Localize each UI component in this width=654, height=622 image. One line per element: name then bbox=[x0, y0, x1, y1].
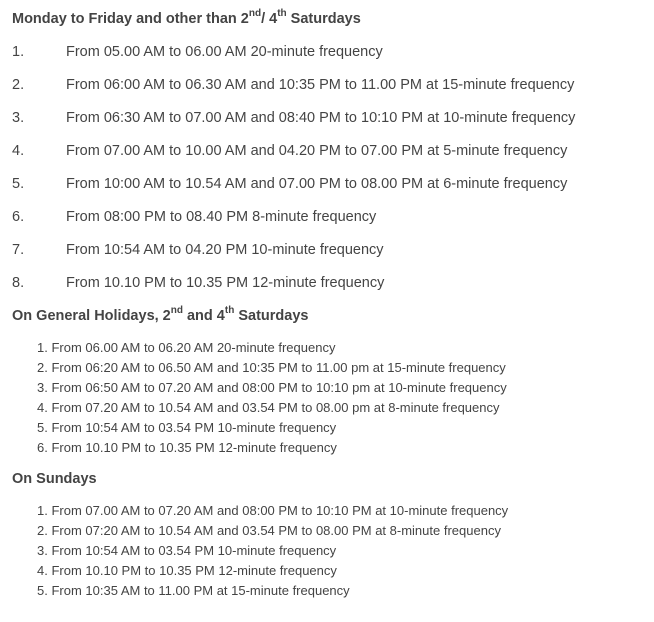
list-item-text: From 07.20 AM to 10.54 AM and 03.54 PM to 08.00 pm at 8-minute frequency bbox=[51, 400, 500, 415]
list-item-number: 2. bbox=[37, 360, 48, 375]
list-item-number: 1. bbox=[37, 340, 48, 355]
list-item-text: From 06:30 AM to 07.00 AM and 08:40 PM to 10:10 PM at 10-minute frequency bbox=[66, 110, 576, 126]
list-item-text: From 10:54 AM to 04.20 PM 10-minute frequency bbox=[66, 242, 384, 258]
list-item-text: From 08:00 PM to 08.40 PM 8-minute frequency bbox=[66, 209, 377, 225]
list-item-text: From 10:54 AM to 03.54 PM 10-minute frequency bbox=[51, 543, 337, 558]
list-item-text: From 07.00 AM to 10.00 AM and 04.20 PM to 07.00 PM at 5-minute frequency bbox=[66, 143, 568, 159]
holiday-heading bbox=[12, 307, 308, 325]
weekday-heading-part2: / 4 bbox=[261, 11, 278, 27]
weekday-heading bbox=[12, 10, 361, 28]
holiday-heading-part1: On General Holidays, 2 bbox=[12, 308, 171, 324]
sunday-list-item bbox=[37, 502, 508, 520]
list-item-number: 4. bbox=[37, 563, 48, 578]
holiday-heading-sup2: th bbox=[224, 305, 235, 317]
list-item-number: 3. bbox=[12, 110, 25, 126]
list-item-number: 1. bbox=[12, 44, 25, 60]
list-item-number: 4. bbox=[12, 143, 25, 159]
list-item-number: 5. bbox=[37, 583, 48, 598]
list-item-text: From 06.00 AM to 06.20 AM 20-minute frequency bbox=[51, 340, 336, 355]
list-item-number: 3. bbox=[37, 543, 48, 558]
weekday-heading-part1: Monday to Friday and other than 2 bbox=[12, 11, 249, 27]
list-item-text: From 10.10 PM to 10.35 PM 12-minute frequency bbox=[51, 563, 337, 578]
list-item-text: From 10:00 AM to 10.54 AM and 07.00 PM to 08.00 PM at 6-minute frequency bbox=[66, 176, 568, 192]
list-item-number: 1. bbox=[37, 503, 48, 518]
list-item-text: From 10.10 PM to 10.35 PM 12-minute frequency bbox=[66, 275, 385, 291]
holiday-heading-sup1: nd bbox=[170, 305, 183, 317]
list-item-number: 6. bbox=[12, 209, 25, 225]
list-item-number: 4. bbox=[37, 400, 48, 415]
sunday-list-item bbox=[37, 582, 350, 600]
list-item-number: 6. bbox=[37, 440, 48, 455]
sunday-list-item bbox=[37, 542, 336, 560]
list-item-text: From 06:00 AM to 06.30 AM and 10:35 PM to 11.00 PM at 15-minute frequency bbox=[66, 77, 575, 93]
holiday-list-item bbox=[37, 439, 337, 457]
list-item-text: From 07:20 AM to 10.54 AM and 03.54 PM to 08.00 PM at 8-minute frequency bbox=[51, 523, 501, 538]
list-item-number: 2. bbox=[12, 77, 25, 93]
holiday-list-item bbox=[37, 339, 335, 357]
list-item-text: From 10:54 AM to 03.54 PM 10-minute frequency bbox=[51, 420, 337, 435]
list-item-number: 3. bbox=[37, 380, 48, 395]
sunday-heading: On Sundays bbox=[12, 471, 97, 487]
holiday-heading-part2: and 4 bbox=[182, 308, 225, 324]
holiday-list-item bbox=[37, 379, 507, 397]
list-item-text: From 06:20 AM to 06.50 AM and 10:35 PM to 11.00 pm at 15-minute frequency bbox=[51, 360, 506, 375]
holiday-heading-part3: Saturdays bbox=[234, 308, 309, 324]
weekday-heading-part3: Saturdays bbox=[286, 11, 361, 27]
sunday-list-item bbox=[37, 522, 501, 540]
list-item-text: From 07.00 AM to 07.20 AM and 08:00 PM to 10:10 PM at 10-minute frequency bbox=[51, 503, 509, 518]
list-item-text: From 06:50 AM to 07.20 AM and 08:00 PM to 10:10 pm at 10-minute frequency bbox=[51, 380, 507, 395]
holiday-list-item bbox=[37, 399, 500, 417]
holiday-list-item bbox=[37, 359, 506, 377]
list-item-text: From 10:35 AM to 11.00 PM at 15-minute frequency bbox=[51, 583, 350, 598]
list-item-text: From 10.10 PM to 10.35 PM 12-minute frequency bbox=[51, 440, 337, 455]
list-item-number: 2. bbox=[37, 523, 48, 538]
list-item-text: From 05.00 AM to 06.00 AM 20-minute frequency bbox=[66, 44, 383, 60]
holiday-list-item bbox=[37, 419, 336, 437]
weekday-heading-sup2: th bbox=[277, 8, 287, 20]
list-item-number: 5. bbox=[37, 420, 48, 435]
list-item-number: 5. bbox=[12, 176, 25, 192]
weekday-heading-sup1: nd bbox=[248, 8, 262, 20]
sunday-list-item bbox=[37, 562, 337, 580]
list-item-number: 8. bbox=[12, 275, 25, 291]
list-item-number: 7. bbox=[12, 242, 25, 258]
